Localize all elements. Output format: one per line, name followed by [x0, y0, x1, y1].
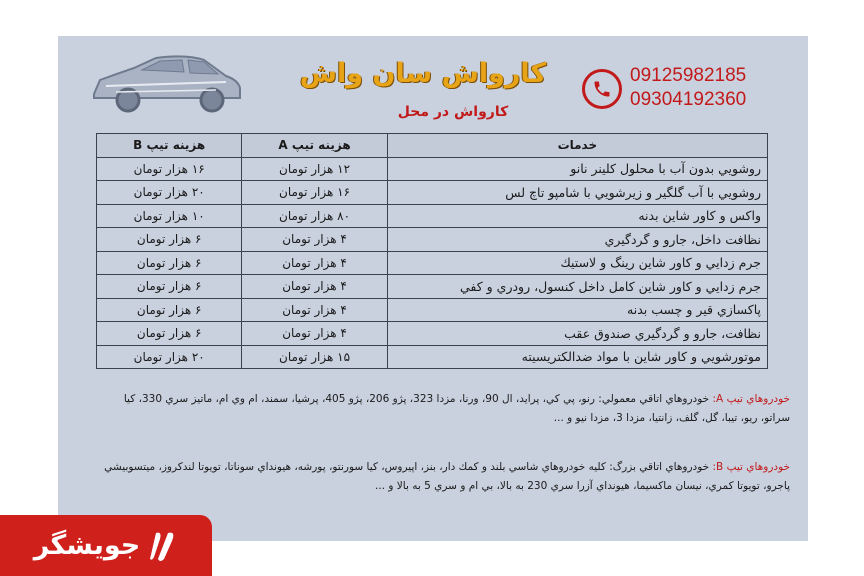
table-row	[97, 181, 768, 205]
table-header-row	[97, 134, 768, 158]
price-b: ۶ هزار تومان	[97, 275, 242, 299]
header-price-a: هزينه تيپ A	[242, 134, 387, 158]
service-name: نظافت داخل، جارو و گردگيري	[387, 228, 767, 252]
type-b-text: خودروهاي اتاقي بزرگ: كليه خودروهاي شاسي بلند و كمك دار، بنز، اپيروس، كيا سورنتو، پورشه، هيونداي سوناتا، تويوتا لندكروز، ميتسوبيشي پاجرو، تويوتا كمري، نيسان ماكسيما، هيونداي آزرا سري 230 به بالا، بي ام و سري 5 به بالا و ...	[104, 461, 790, 492]
price-a: ۱۵ هزار تومان	[242, 345, 387, 369]
service-name: جرم زدايي و كاور شاين رينگ و لاستيك	[387, 251, 767, 275]
price-a: ۱۶ هزار تومان	[242, 181, 387, 205]
price-a: ۸۰ هزار تومان	[242, 204, 387, 228]
logo-text: جویشگر	[33, 530, 141, 561]
table-row	[97, 204, 768, 228]
price-a: ۴ هزار تومان	[242, 228, 387, 252]
service-name: نظافت، جارو و گردگيري صندوق عقب	[387, 322, 767, 346]
price-b: ۶ هزار تومان	[97, 251, 242, 275]
business-title: کارواش سان واش	[299, 58, 547, 89]
type-a-label: خودروهاي تيپ A:	[712, 393, 790, 405]
phone-icon	[582, 69, 622, 109]
service-name: روشويي با آب گلگير و زيرشويي با شامپو تاچ لس	[387, 181, 767, 205]
price-b: ۶ هزار تومان	[97, 298, 242, 322]
price-a: ۱۲ هزار تومان	[242, 157, 387, 181]
table-row	[97, 251, 768, 275]
table-row	[97, 228, 768, 252]
service-name: روشويي بدون آب با محلول كلينر نانو	[387, 157, 767, 181]
price-a: ۴ هزار تومان	[242, 298, 387, 322]
type-b-label: خودروهاي تيپ B:	[712, 461, 790, 473]
price-b: ۶ هزار تومان	[97, 322, 242, 346]
logo-mark-icon	[148, 529, 178, 563]
price-b: ۲۰ هزار تومان	[97, 345, 242, 369]
table-row	[97, 275, 768, 299]
phone-number-1[interactable]: 09125982185	[630, 65, 747, 86]
service-name: پاكسازي قير و چسب بدنه	[387, 298, 767, 322]
business-subtitle: کارواش در محل	[397, 104, 509, 120]
table-row	[97, 322, 768, 346]
header-service: خدمات	[387, 134, 767, 158]
price-a: ۴ هزار تومان	[242, 322, 387, 346]
price-b: ۱۰ هزار تومان	[97, 204, 242, 228]
type-b-note	[100, 458, 790, 496]
table-row	[97, 157, 768, 181]
service-name: واكس و كاور شاين بدنه	[387, 204, 767, 228]
phone-number-2[interactable]: 09304192360	[630, 89, 747, 110]
table-row	[97, 345, 768, 369]
price-a: ۴ هزار تومان	[242, 275, 387, 299]
service-name: جرم زدايي و كاور شاين كامل داخل كنسول، رودري و كفي	[387, 275, 767, 299]
price-b: ۲۰ هزار تومان	[97, 181, 242, 205]
header-price-b: هزينه تيپ B	[97, 134, 242, 158]
service-name: موتورشويي و كاور شاين با مواد ضدالكتريسيته	[387, 345, 767, 369]
car-icon	[86, 46, 246, 116]
site-logo[interactable]	[0, 515, 212, 576]
type-a-text: خودروهاي اتاقي معمولي: رنو، پي كي، پرايد، ال 90، ورنا، مزدا 323، پژو 206، پژو 405، پرشيا، سمند، ام وي ام، ماتيز سري 330، كيا سراتو، ريو، تيبا، گل، گلف، زانتيا، مزدا 3، مزدا نيو و ...	[123, 393, 790, 424]
table-row	[97, 298, 768, 322]
price-b: ۱۶ هزار تومان	[97, 157, 242, 181]
phone-numbers	[630, 64, 746, 112]
type-a-note	[100, 390, 790, 428]
flyer-card	[58, 36, 808, 541]
services-table	[96, 133, 768, 369]
price-b: ۶ هزار تومان	[97, 228, 242, 252]
price-a: ۴ هزار تومان	[242, 251, 387, 275]
